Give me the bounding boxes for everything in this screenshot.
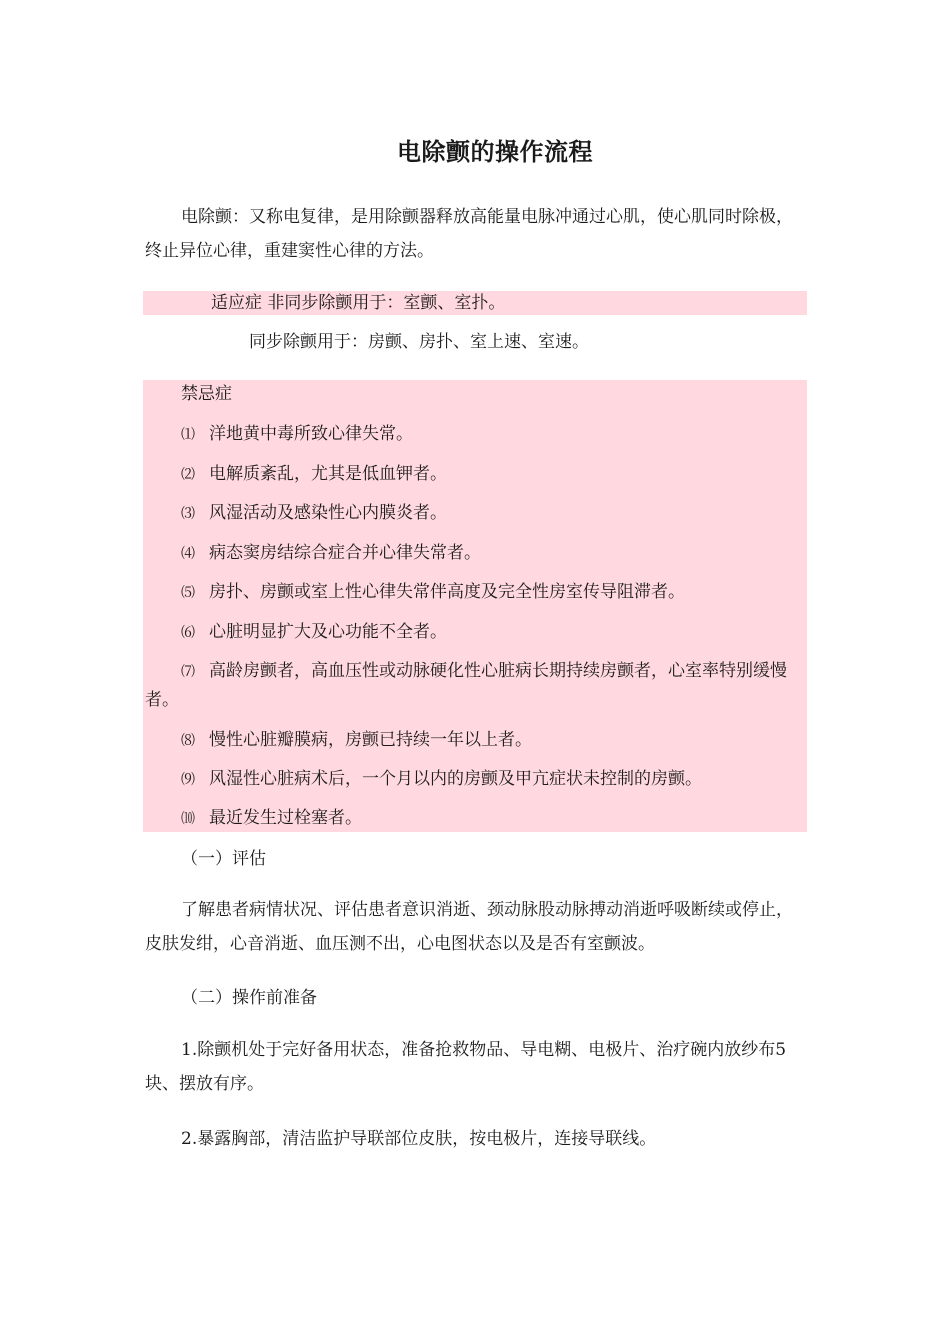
item-text: 风湿活动及感染性心内膜炎者。 <box>209 503 447 523</box>
assessment-paragraph: 了解患者病情状况、评估患者意识消逝、颈动脉股动脉搏动消逝呼吸断续或停止，皮肤发绀，心音消逝、血压测不出，心电图状态以及是否有室颤波。 <box>145 900 793 954</box>
item-text: 高龄房颤者，高血压性或动脉硬化性心脏病长期持续房颤者，心室率特别缓慢者。 <box>145 661 787 710</box>
list-item <box>181 420 843 449</box>
list-item <box>181 578 843 607</box>
list-item <box>181 618 843 647</box>
item-number: ⑻ <box>181 733 195 749</box>
indications-line-2: 同步除颤用于：房颤、房扑、室上速、室速。 <box>249 332 589 352</box>
item-number: ⑸ <box>181 585 195 601</box>
item-text: 心脏明显扩大及心功能不全者。 <box>209 622 447 642</box>
list-item <box>145 657 807 714</box>
item-number: ⑴ <box>181 427 195 443</box>
section-heading-preparation: （二）操作前准备 <box>181 988 317 1008</box>
item-number: ⑼ <box>181 772 195 788</box>
contraindications-block <box>143 380 807 832</box>
page-title: 电除颤的操作流程 <box>397 138 593 166</box>
preparation-step-1: 1.除颤机处于完好备用状态，准备抢救物品、导电糊、电极片、治疗碗内放纱布5块、摆放有序。 <box>145 1040 787 1094</box>
definition-paragraph: 电除颤：又称电复律，是用除颤器释放高能量电脉冲通过心肌，使心肌同时除极，终止异位心律，重建窦性心律的方法。 <box>145 207 793 261</box>
list-item <box>181 765 843 794</box>
item-number: ⑶ <box>181 506 195 522</box>
list-item <box>181 499 843 528</box>
preparation-step-2: 2.暴露胸部，清洁监护导联部位皮肤，按电极片，连接导联线。 <box>181 1129 657 1149</box>
item-number: ⑵ <box>181 467 195 483</box>
section-heading-assessment: （一）评估 <box>181 849 266 869</box>
contraindications-heading: 禁忌症 <box>181 384 232 404</box>
item-text: 风湿性心脏病术后，一个月以内的房颤及甲亢症状未控制的房颤。 <box>209 769 702 789</box>
item-text: 电解质紊乱，尤其是低血钾者。 <box>209 464 447 484</box>
item-text: 最近发生过栓塞者。 <box>209 808 362 828</box>
list-item <box>181 460 843 489</box>
item-text: 病态窦房结综合症合并心律失常者。 <box>209 543 481 563</box>
item-text: 慢性心脏瓣膜病，房颤已持续一年以上者。 <box>209 730 532 750</box>
indications-line-1: 适应症 非同步除颤用于：室颤、室扑。 <box>211 293 506 313</box>
item-text: 房扑、房颤或室上性心律失常伴高度及完全性房室传导阻滞者。 <box>209 582 685 602</box>
item-number: ⑷ <box>181 546 195 562</box>
item-number: ⑽ <box>181 811 195 827</box>
item-text: 洋地黄中毒所致心律失常。 <box>209 424 413 444</box>
list-item <box>181 804 843 833</box>
list-item <box>181 726 843 755</box>
list-item <box>181 539 843 568</box>
item-number: ⑹ <box>181 625 195 641</box>
item-number: ⑺ <box>181 664 195 680</box>
